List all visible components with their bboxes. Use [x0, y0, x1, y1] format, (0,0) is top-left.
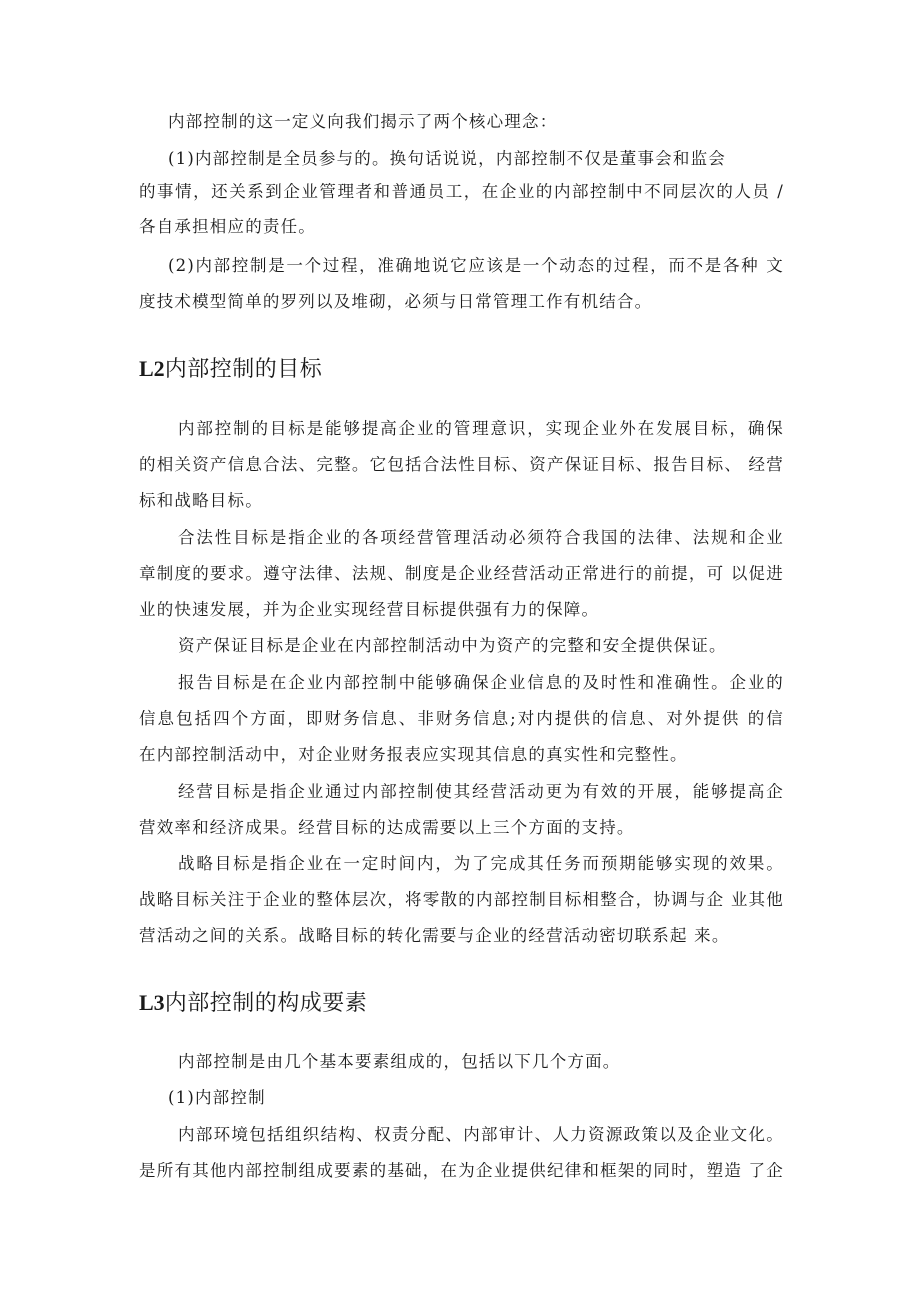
list-item-1-line-1: (1)内部控制是全员参与的。换句话说说，内部控制不仅是董事会和监会 — [168, 149, 726, 168]
section-heading-2 — [139, 354, 322, 385]
paragraph-line: 业的快速发展，并为企业实现经营目标提供强有力的保障。 — [139, 600, 600, 619]
paragraph-line: 章制度的要求。遵守法律、法规、制度是企业经营活动正常进行的前提，可 以促进 — [139, 564, 784, 583]
paragraph-line: 标和战略目标。 — [139, 491, 263, 510]
section-number: L3 — [139, 990, 165, 1015]
paragraph-line: 内部控制的目标是能够提高企业的管理意识，实现企业外在发展目标，确保 — [178, 419, 784, 438]
list-item-1-line-2: 的事情，还关系到企业管理者和普通员工，在企业的内部控制中不同层次的人员 / — [139, 182, 784, 201]
paragraph-line: 在内部控制活动中，对企业财务报表应实现其信息的真实性和完整性。 — [139, 745, 688, 764]
paragraph-line: 的相关资产信息合法、完整。它包括合法性目标、资产保证目标、报告目标、 经营 — [139, 455, 784, 474]
list-item-1-line-3: 各自承担相应的责任。 — [139, 217, 316, 236]
intro-line: 内部控制的这一定义向我们揭示了两个核心理念： — [168, 112, 558, 131]
paragraph-line: 内部环境包括组织结构、权责分配、内部审计、人力资源政策以及企业文化。 — [178, 1125, 784, 1144]
list-item-line: (1)内部控制 — [168, 1088, 266, 1107]
section-title: 内部控制的构成要素 — [164, 991, 368, 1016]
paragraph-line: 战略目标关注于企业的整体层次，将零散的内部控制目标相整合，协调与企 业其他 — [139, 890, 784, 909]
section-heading-3 — [139, 988, 367, 1019]
paragraph-line: 内部控制是由几个基本要素组成的，包括以下几个方面。 — [178, 1052, 621, 1071]
list-item-2-line-1: (2)内部控制是一个过程，准确地说它应该是一个动态的过程，而不是各种 文 — [168, 256, 784, 275]
paragraph-line: 信息包括四个方面，即财务信息、非财务信息;对内提供的信息、对外提供 的信 — [139, 709, 784, 728]
paragraph-line: 营活动之间的关系。战略目标的转化需要与企业的经营活动密切联系起 来。 — [139, 926, 730, 945]
paragraph-line: 合法性目标是指企业的各项经营管理活动必须符合我国的法律、法规和企业 — [178, 528, 784, 547]
paragraph-line: 营效率和经济成果。经营目标的达成需要以上三个方面的支持。 — [139, 818, 635, 837]
paragraph-line: 资产保证目标是企业在内部控制活动中为资产的完整和安全提供保证。 — [178, 636, 727, 655]
paragraph-line: 是所有其他内部控制组成要素的基础，在为企业提供纪律和框架的同时，塑造 了企 — [139, 1161, 784, 1180]
list-item-2-line-2: 度技术模型简单的罗列以及堆砌，必须与日常管理工作有机结合。 — [139, 292, 653, 311]
paragraph-line: 经营目标是指企业通过内部控制使其经营活动更为有效的开展，能够提高企 — [178, 782, 784, 801]
section-number: L2 — [139, 356, 165, 381]
paragraph-line: 报告目标是在企业内部控制中能够确保企业信息的及时性和准确性。企业的 — [178, 673, 784, 692]
section-title: 内部控制的目标 — [164, 357, 323, 382]
paragraph-line: 战略目标是指企业在一定时间内，为了完成其任务而预期能够实现的效果。 — [178, 854, 784, 873]
